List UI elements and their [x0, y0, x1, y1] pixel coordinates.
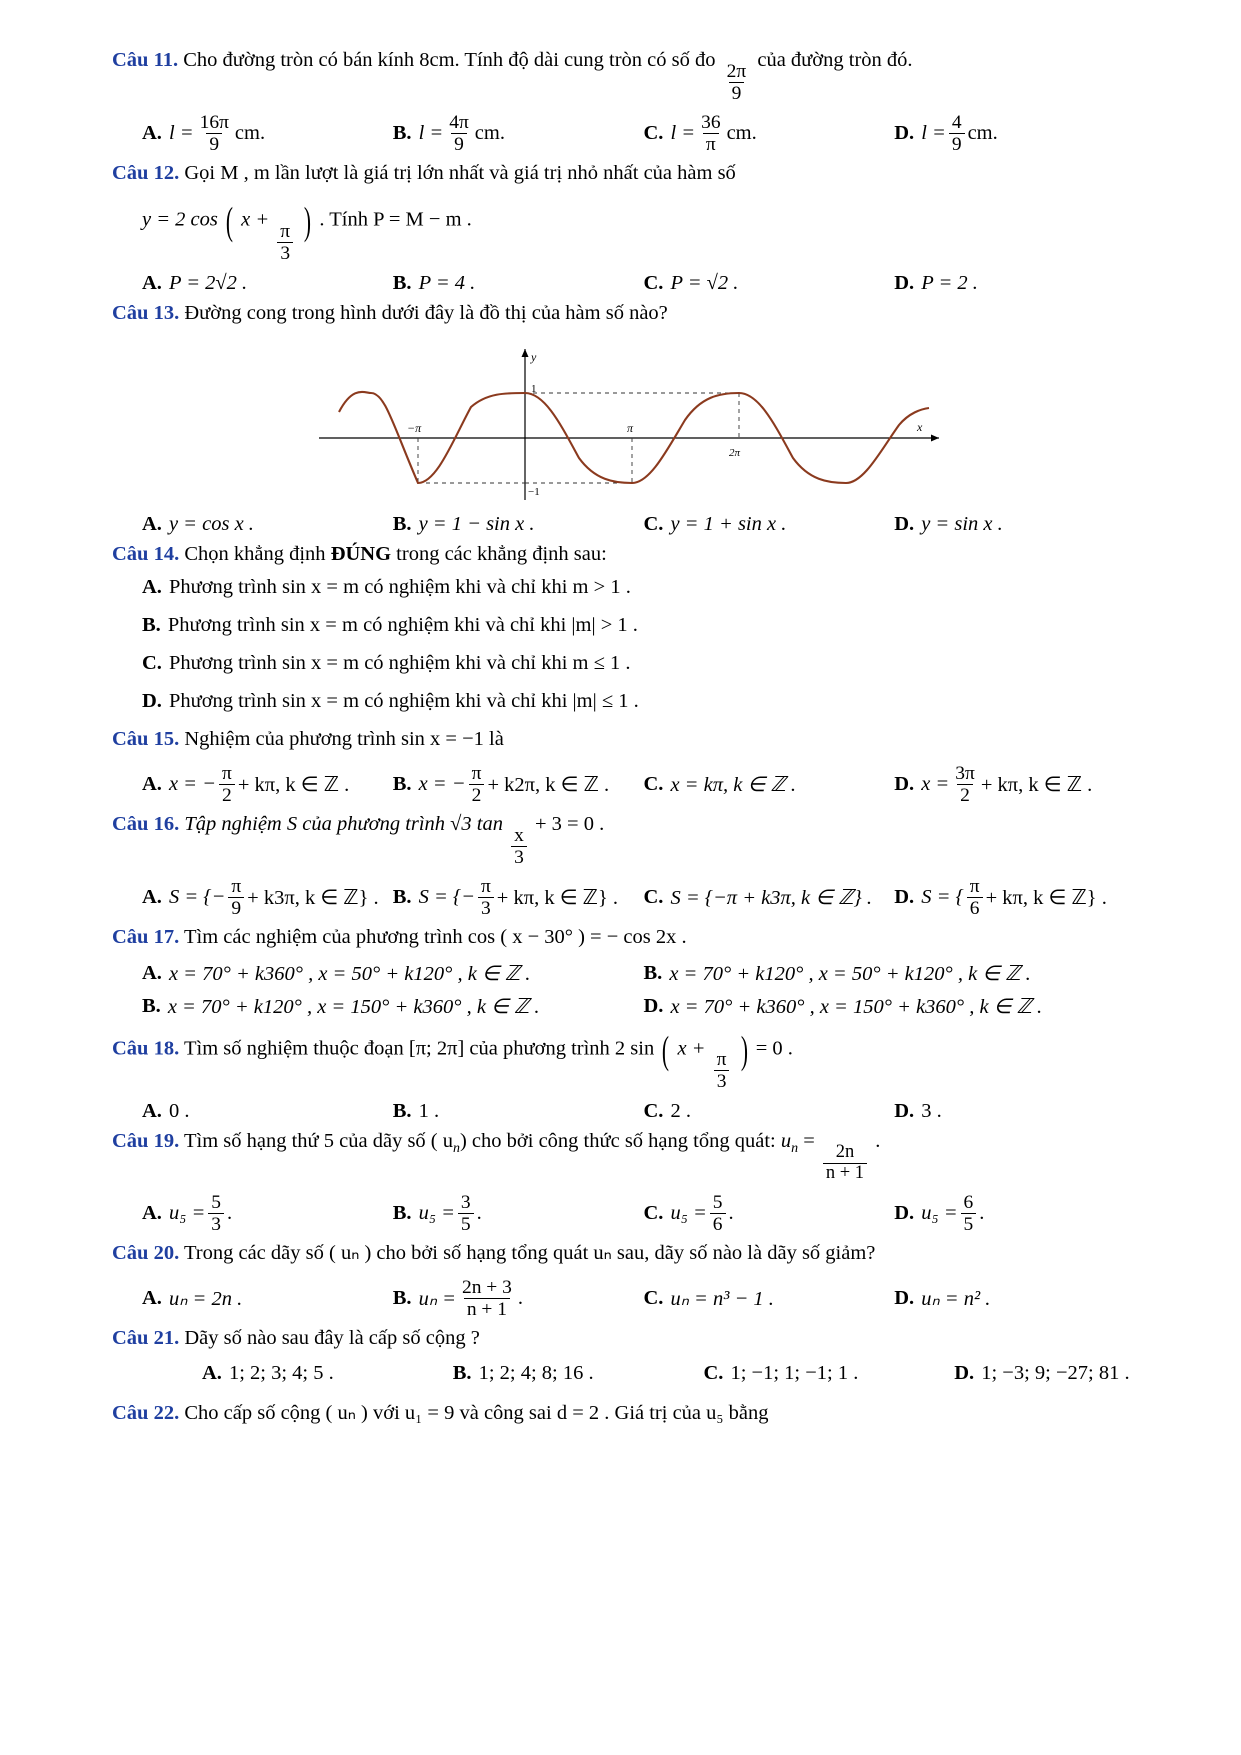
option-d[interactable]: D. x = 70° + k360° , x = 150° + k360° , k ∈ ℤ .	[643, 994, 1043, 1018]
question-20	[112, 1239, 1145, 1320]
question-22-stem-text: Cho cấp số cộng ( uₙ ) với u₁ = 9 và công sai d = 2 . Giá trị của u₅ bằng	[184, 1401, 769, 1424]
question-14-stem: Câu 14. Chọn khẳng định ĐÚNG trong các khẳng định sau:	[112, 542, 607, 565]
question-17	[112, 923, 1145, 1019]
paren-open: (	[225, 200, 234, 244]
option-d[interactable]: D. x = $\frac{3\pi}{2}$ + kπ, k ∈ ℤ .	[894, 762, 1093, 806]
option-a[interactable]: A. 0 .	[142, 1100, 190, 1123]
option-b[interactable]: B. P = 4 .	[392, 271, 476, 294]
question-15-stem	[112, 725, 1145, 755]
question-14	[112, 540, 1145, 721]
svg-text:2π: 2π	[728, 446, 740, 459]
question-21-options	[172, 1362, 1205, 1385]
option-d[interactable]: D. y = sin x .	[894, 512, 1003, 535]
sine-curve-graph	[309, 335, 949, 505]
question-13-options	[112, 513, 1145, 536]
option-b-alt[interactable]: B. x = 70° + k120° , x = 150° + k360° , k ∈ ℤ .	[142, 994, 540, 1018]
option-a[interactable]: A. u₅ = $\frac{5}{3}$ .	[142, 1192, 233, 1236]
option-a[interactable]: A. x = − $\frac{\pi}{2}$ + kπ, k ∈ ℤ .	[142, 762, 350, 806]
question-16-number: Câu 16.	[112, 812, 180, 835]
question-13	[112, 299, 1145, 536]
question-16-stem: Câu 16. Tập nghiệm S của phương trình √3 tan $\frac{x}{3}$ + 3 = 0 .	[112, 812, 605, 868]
option-b[interactable]: B. y = 1 − sin x .	[392, 512, 535, 535]
svg-text:−1: −1	[527, 485, 540, 498]
question-17-number: Câu 17.	[112, 925, 180, 948]
question-20-number: Câu 20.	[112, 1242, 180, 1265]
option-a[interactable]: A. uₙ = 2n .	[142, 1286, 243, 1310]
option-b[interactable]: B. S = {− $\frac{\pi}{3}$ + kπ, k ∈ ℤ} .	[392, 875, 619, 919]
question-11-stem-fraction: $\frac{2\pi}{9}$	[726, 61, 747, 105]
question-21-stem-text: Dãy số nào sau đây là cấp số cộng ?	[184, 1326, 480, 1349]
option-d[interactable]: D. u₅ = $\frac{6}{5}$ .	[894, 1192, 985, 1236]
question-19-stem: Câu 19. Tìm số hạng thứ 5 của dãy số ( $u_n$) cho bởi công thức số hạng tổng quát: $u_n$ = $\frac{2n}{n + 1}$ .	[112, 1130, 881, 1184]
question-11-stem-post: của đường tròn đó.	[757, 49, 913, 71]
option-a[interactable]: A. x = 70° + k360° , x = 50° + k120° , k ∈ ℤ .	[142, 961, 531, 985]
question-22-stem	[112, 1399, 1145, 1429]
question-15-number: Câu 15.	[112, 727, 180, 750]
option-c[interactable]: C. uₙ = n³ − 1 .	[643, 1286, 774, 1310]
question-11-stem-pre: Cho đường tròn có bán kính 8cm. Tính độ dài cung tròn có số đo	[183, 49, 716, 71]
question-21	[112, 1324, 1145, 1385]
option-a[interactable]: A. Phương trình sin x = m có nghiệm khi và chỉ khi m > 1 .	[142, 576, 631, 599]
question-12-stem	[112, 159, 1145, 189]
question-21-number: Câu 21.	[112, 1326, 180, 1349]
option-a[interactable]: A. y = cos x .	[142, 512, 254, 535]
question-19-number: Câu 19.	[112, 1130, 180, 1153]
question-12-formula: y = 2 cos ( x + $\frac{\pi}{3}$ ) . Tính P = M − m .	[142, 200, 472, 264]
question-15-stem-text: Nghiệm của phương trình sin x = −1 là	[184, 727, 504, 750]
option-d[interactable]: D. S = { $\frac{\pi}{6}$ + kπ, k ∈ ℤ} .	[894, 875, 1107, 919]
option-b[interactable]: B. uₙ = $\frac{2n + 3}{n + 1}$ .	[392, 1276, 523, 1320]
option-d[interactable]: D. 1; −3; 9; −27; 81 .	[954, 1361, 1130, 1384]
option-d[interactable]: D. l = $\frac{4}{9}$ cm.	[894, 112, 998, 156]
question-13-number: Câu 13.	[112, 301, 180, 324]
option-b[interactable]: B. 1 .	[392, 1100, 440, 1123]
question-15-options	[112, 763, 1145, 806]
option-a[interactable]: A. 1; 2; 3; 4; 5 .	[202, 1361, 334, 1384]
question-11-number: Câu 11.	[112, 49, 179, 71]
question-14-number: Câu 14.	[112, 542, 180, 565]
svg-text:1: 1	[530, 382, 536, 395]
option-b[interactable]: B. 1; 2; 4; 8; 16 .	[452, 1361, 594, 1384]
question-13-stem-text: Đường cong trong hình dưới đây là đồ thị của hàm số nào?	[184, 301, 668, 324]
option-c[interactable]: C. 2 .	[643, 1100, 691, 1123]
option-b[interactable]: B. u₅ = $\frac{3}{5}$ .	[392, 1192, 482, 1236]
question-17-stem-text: Tìm các nghiệm của phương trình cos ( x − 30° ) = − cos 2x .	[183, 925, 687, 948]
option-d[interactable]: D. P = 2 .	[894, 271, 978, 294]
option-b[interactable]: B. Phương trình sin x = m có nghiệm khi và chỉ khi |m| > 1 .	[142, 614, 638, 637]
svg-text:π: π	[626, 420, 633, 435]
option-a[interactable]: A. S = {− $\frac{\pi}{9}$ + k3π, k ∈ ℤ} .	[142, 875, 379, 919]
question-11-stem	[112, 46, 1145, 104]
paren-close: )	[304, 200, 312, 244]
option-c[interactable]: C. 1; −1; 1; −1; 1 .	[703, 1361, 859, 1384]
question-11	[112, 46, 1145, 155]
svg-text:y: y	[530, 349, 536, 364]
option-d[interactable]: D. Phương trình sin x = m có nghiệm khi và chỉ khi |m| ≤ 1 .	[142, 689, 639, 712]
question-12-options	[112, 272, 1145, 295]
question-16	[112, 810, 1145, 919]
question-17-options-row2	[112, 994, 1145, 1019]
option-c[interactable]: C. Phương trình sin x = m có nghiệm khi và chỉ khi m ≤ 1 .	[142, 652, 631, 675]
question-15	[112, 725, 1145, 806]
question-22-number: Câu 22.	[112, 1401, 180, 1424]
option-d[interactable]: D. uₙ = n² .	[894, 1286, 991, 1310]
question-17-options-row1	[112, 961, 1145, 986]
option-c[interactable]: C. u₅ = $\frac{5}{6}$ .	[643, 1192, 734, 1236]
question-14-options	[142, 569, 1145, 721]
svg-text:x: x	[916, 419, 922, 434]
paren-close: )	[740, 1028, 748, 1072]
question-17-stem	[112, 923, 1145, 953]
option-c[interactable]: C. P = √2 .	[643, 271, 739, 294]
option-a[interactable]: A. l = $\frac{16\pi}{9}$ cm.	[142, 112, 266, 156]
question-19	[112, 1127, 1145, 1235]
option-b[interactable]: B. l = $\frac{4\pi}{9}$ cm.	[392, 112, 505, 156]
question-11-options	[112, 112, 1145, 155]
option-a[interactable]: A. P = 2√2 .	[142, 271, 248, 294]
option-b[interactable]: B. x = − $\frac{\pi}{2}$ + k2π, k ∈ ℤ .	[392, 762, 610, 806]
option-c[interactable]: C. y = 1 + sin x .	[643, 512, 787, 535]
question-13-stem	[112, 299, 1145, 329]
question-12-number: Câu 12.	[112, 162, 180, 185]
option-b[interactable]: B. x = 70° + k120° , x = 50° + k120° , k ∈ ℤ .	[643, 961, 1031, 985]
question-12	[112, 159, 1145, 294]
option-d[interactable]: D. 3 .	[894, 1100, 942, 1123]
paren-open: (	[662, 1028, 670, 1072]
question-18-number: Câu 18.	[112, 1037, 180, 1060]
question-22	[112, 1399, 1145, 1429]
question-20-options	[112, 1277, 1145, 1320]
question-18-options	[112, 1100, 1145, 1123]
graph-svg	[309, 335, 949, 505]
option-c[interactable]: C. S = {−π + k3π, k ∈ ℤ} .	[643, 885, 872, 909]
svg-text:−π: −π	[406, 420, 421, 435]
question-20-stem-text: Trong các dãy số ( uₙ ) cho bởi số hạng tổng quát uₙ sau, dãy số nào là dãy số giảm?	[183, 1242, 876, 1265]
option-c[interactable]: C. l = $\frac{36}{\pi}$ cm.	[643, 112, 757, 156]
question-18-stem: Câu 18. Tìm số nghiệm thuộc đoạn [π; 2π] của phương trình 2 sin ( x + $\frac{\pi}{3}$ ) = 0 .	[112, 1023, 1145, 1093]
question-18	[112, 1023, 1145, 1124]
option-c[interactable]: C. x = kπ, k ∈ ℤ .	[643, 772, 796, 796]
question-20-stem	[112, 1239, 1145, 1269]
question-12-stem-text: Gọi M , m lần lượt là giá trị lớn nhất và giá trị nhỏ nhất của hàm số	[184, 162, 736, 185]
question-21-stem	[112, 1324, 1145, 1354]
question-19-options	[112, 1192, 1145, 1235]
question-16-options	[112, 876, 1145, 919]
